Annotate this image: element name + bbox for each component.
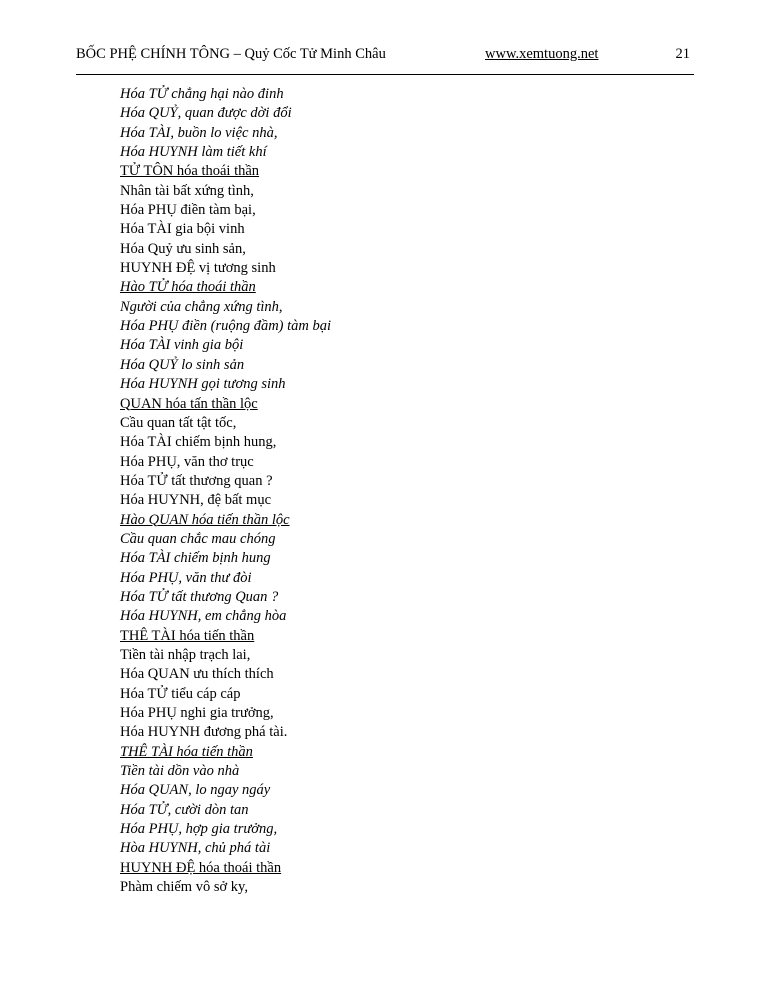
section-heading: HUYNH ĐỆ hóa thoái thần bbox=[120, 859, 282, 876]
text-line: Hóa TÀI vinh gia bội bbox=[120, 337, 244, 354]
header-divider bbox=[76, 74, 694, 75]
text-line: Hóa Quỷ ưu sinh sản, bbox=[120, 240, 246, 257]
page-number: 21 bbox=[675, 46, 690, 62]
section-heading: THÊ TÀI hóa tiến thần bbox=[120, 743, 253, 760]
section-heading: Hào TỬ hóa thoái thần bbox=[120, 279, 256, 296]
text-line: Hóa PHỤ, văn thư đòi bbox=[120, 569, 252, 586]
text-line: HUYNH ĐỆ vị tương sinh bbox=[120, 260, 276, 277]
text-line: Hóa TỬ tất thương Quan ? bbox=[120, 588, 279, 605]
text-line: Hóa PHỤ điền (ruộng đầm) tàm bại bbox=[120, 318, 332, 335]
text-line: Hóa TỬ, cười dòn tan bbox=[120, 801, 249, 818]
text-line: Hóa TÀI gia bội vinh bbox=[120, 221, 245, 238]
text-line: Hóa HUYNH làm tiết khí bbox=[120, 144, 267, 161]
text-line: Hóa PHỤ, văn thơ trục bbox=[120, 453, 254, 470]
text-line: Hóa TỬ tất thương quan ? bbox=[120, 472, 273, 489]
page-header bbox=[76, 46, 694, 66]
text-line: Tiền tài dồn vào nhà bbox=[120, 763, 240, 780]
text-line: Người của chẳng xứng tình, bbox=[120, 298, 283, 315]
section-heading: Hào QUAN hóa tiến thần lộc bbox=[120, 511, 290, 528]
text-line: Hóa HUYNH gọi tương sinh bbox=[120, 376, 286, 393]
text-line: Hóa TÀI chiếm bịnh hung, bbox=[120, 434, 277, 451]
text-line: Hóa PHỤ, hợp gia trưởng, bbox=[120, 821, 278, 838]
poem-body bbox=[120, 85, 680, 897]
text-line: Hóa QUỶ lo sinh sản bbox=[120, 356, 245, 373]
text-line: Hóa TÀI, buồn lo việc nhà, bbox=[120, 124, 278, 141]
text-line: Hóa PHỤ điền tàm bại, bbox=[120, 202, 256, 219]
text-line: Hóa TỬ tiểu cáp cáp bbox=[120, 685, 241, 702]
text-line: Hóa QUỶ, quan được dời đổi bbox=[120, 105, 292, 122]
text-line: Cầu quan chắc mau chóng bbox=[120, 530, 276, 547]
text-line: Hóa TÀI chiếm bịnh hung bbox=[120, 550, 271, 567]
text-line: Hóa TỬ chẳng hại nào đinh bbox=[120, 86, 284, 102]
header-website-link[interactable]: www.xemtuong.net bbox=[485, 46, 599, 62]
text-line: Nhân tài bất xứng tình, bbox=[120, 182, 254, 199]
section-heading: TỬ TÔN hóa thoái thần bbox=[120, 163, 260, 180]
text-line: Hóa QUAN, lo ngay ngáy bbox=[120, 782, 271, 799]
text-line: Hòa HUYNH, chủ phá tài bbox=[120, 840, 271, 857]
text-line: Cầu quan tất tật tốc, bbox=[120, 414, 237, 431]
text-line: Phàm chiếm vô sở ky, bbox=[120, 879, 248, 896]
text-line: Hóa PHỤ nghi gia trưởng, bbox=[120, 705, 274, 721]
section-heading: THÊ TÀI hóa tiến thần bbox=[120, 627, 255, 644]
section-heading: QUAN hóa tấn thần lộc bbox=[120, 395, 258, 412]
text-line: Tiền tài nhập trạch lai, bbox=[120, 646, 251, 663]
text-line: Hóa HUYNH đương phá tài. bbox=[120, 724, 288, 741]
header-title: BỐC PHỆ CHÍNH TÔNG – Quỷ Cốc Tử Minh Châu bbox=[76, 46, 386, 62]
text-line: Hóa HUYNH, đệ bất mục bbox=[120, 492, 272, 509]
text-line: Hóa QUAN ưu thích thích bbox=[120, 666, 274, 683]
text-line: Hóa HUYNH, em chẳng hòa bbox=[120, 608, 287, 625]
